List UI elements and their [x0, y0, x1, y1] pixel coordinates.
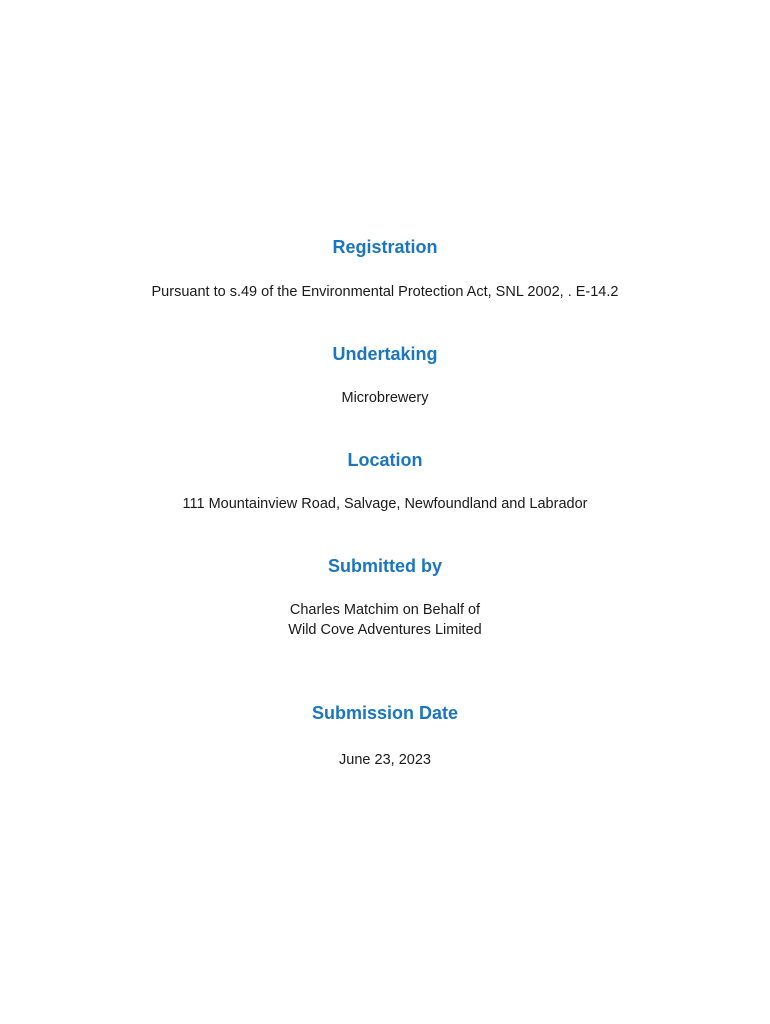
location-heading: Location [347, 450, 423, 470]
registration-heading: Registration [332, 237, 438, 257]
location-text: 111 Mountainview Road, Salvage, Newfoundland and Labrador [182, 496, 588, 512]
submission-date-text: June 23, 2023 [339, 752, 431, 768]
submitted-by-line-1: Charles Matchim on Behalf of [289, 602, 481, 618]
undertaking-heading: Undertaking [332, 344, 438, 364]
undertaking-text: Microbrewery [341, 390, 429, 406]
submitted-by-line-2: Wild Cove Adventures Limited [288, 622, 482, 638]
submitted-by-text [0, 600, 770, 640]
submitted-by-heading: Submitted by [327, 556, 442, 576]
submission-date-heading: Submission Date [311, 703, 459, 723]
registration-text: Pursuant to s.49 of the Environmental Protection Act, SNL 2002, . E-14.2 [151, 284, 619, 300]
